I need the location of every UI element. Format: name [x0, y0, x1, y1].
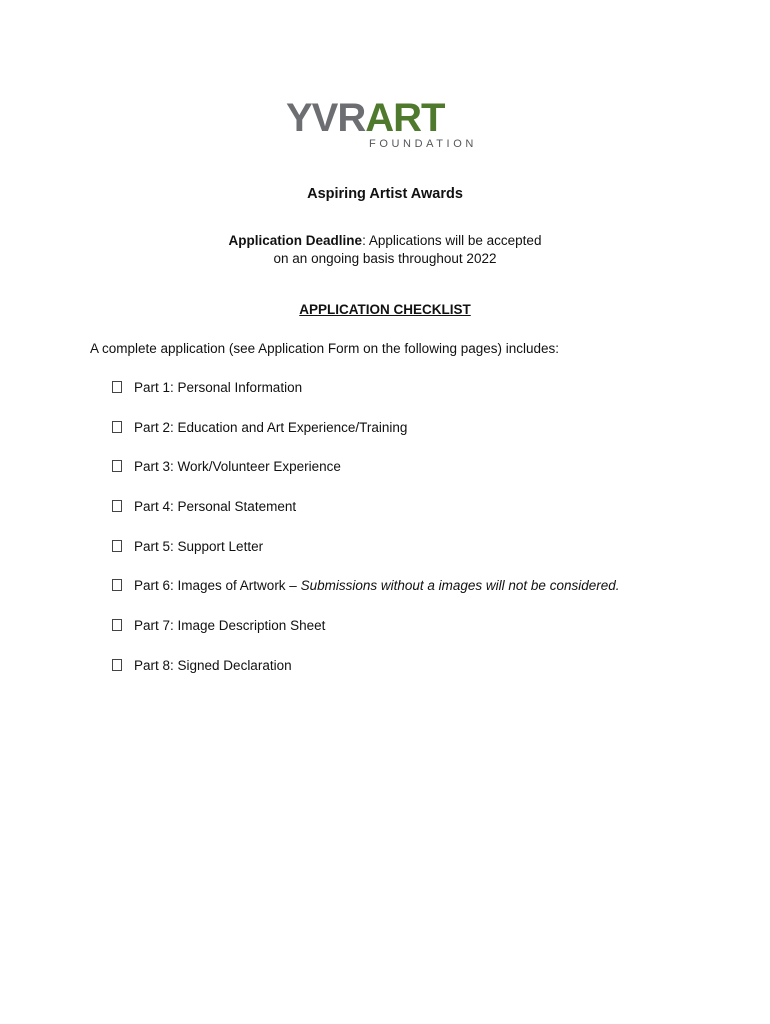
checklist-item-label: Part 7: Image Description Sheet — [134, 618, 326, 634]
checkbox-icon[interactable] — [112, 460, 122, 472]
logo-wordmark — [286, 98, 444, 138]
checklist-heading: APPLICATION CHECKLIST — [299, 302, 471, 317]
checkbox-icon[interactable] — [112, 500, 122, 512]
checklist-item-label: Part 1: Personal Information — [134, 380, 303, 395]
application-checklist — [112, 380, 620, 698]
checklist-item-label: Part 3: Work/Volunteer Experience — [134, 459, 341, 475]
checklist-item — [112, 658, 620, 698]
yvr-art-foundation-logo — [286, 98, 486, 154]
checklist-item-label: Part 5: Support Letter — [134, 538, 264, 554]
logo-word-green: ART — [365, 96, 445, 140]
checklist-item — [112, 420, 620, 460]
deadline-separator: : — [362, 233, 366, 248]
deadline-line-1 — [0, 232, 770, 250]
application-deadline — [0, 232, 770, 268]
deadline-text-1: Applications will be accepted — [365, 233, 542, 248]
checkbox-icon[interactable] — [112, 659, 122, 671]
checklist-item-label: Part 4: Personal Statement — [134, 499, 297, 515]
checkbox-icon[interactable] — [112, 540, 122, 552]
logo-word-gray: YVR — [286, 96, 366, 140]
deadline-line-2: on an ongoing basis throughout 2022 — [273, 251, 497, 266]
checkbox-icon[interactable] — [112, 381, 122, 393]
checkbox-icon[interactable] — [112, 579, 122, 591]
checklist-item — [112, 618, 620, 658]
checklist-item-note: Submissions without a images will not be considered. — [300, 578, 620, 594]
checkbox-icon[interactable] — [112, 421, 122, 433]
checkbox-icon[interactable] — [112, 619, 122, 631]
checklist-item — [112, 499, 620, 539]
deadline-label: Application Deadline — [228, 233, 363, 248]
document-title: Aspiring Artist Awards — [307, 186, 463, 202]
checklist-intro: A complete application (see Application Form on the following pages) includes: — [90, 341, 560, 356]
checklist-item-label: Part 6: Images of Artwork – — [134, 578, 301, 594]
checklist-item-label: Part 2: Education and Art Experience/Training — [134, 419, 408, 435]
checklist-item — [112, 459, 620, 499]
checklist-item — [112, 380, 620, 420]
checklist-item-label: Part 8: Signed Declaration — [134, 657, 292, 673]
checklist-item — [112, 578, 620, 618]
checklist-item — [112, 539, 620, 579]
logo-subtitle: FOUNDATION — [369, 138, 477, 150]
